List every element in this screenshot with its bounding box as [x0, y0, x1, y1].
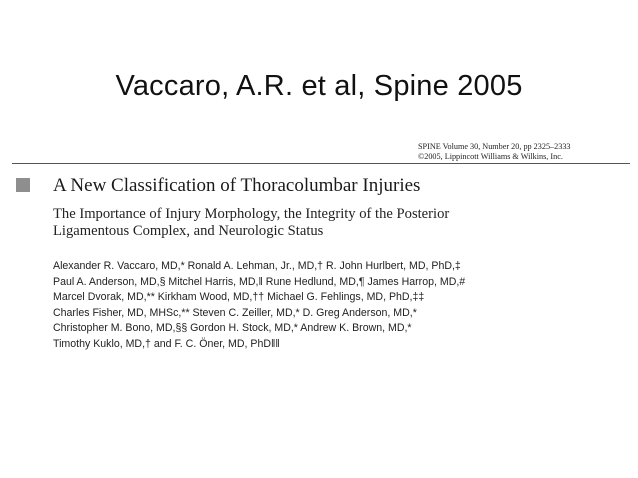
subtitle-line: The Importance of Injury Morphology, the Integrity of the Posterior	[53, 206, 450, 222]
article-title: A New Classification of Thoracolumbar Injuries	[53, 175, 421, 196]
subtitle-line: Ligamentous Complex, and Neurologic Status	[53, 223, 324, 239]
author-line: Charles Fisher, MD, MHSc,** Steven C. Zeiller, MD,* D. Greg Anderson, MD,*	[53, 306, 417, 319]
journal-volume-line: SPINE Volume 30, Number 20, pp 2325–2333	[418, 142, 571, 151]
author-line: Alexander R. Vaccaro, MD,* Ronald A. Lehman, Jr., MD,† R. John Hurlbert, MD, PhD,‡	[53, 260, 461, 272]
article-subtitle	[53, 206, 449, 240]
author-line: Christopher M. Bono, MD,§§ Gordon H. Stock, MD,* Andrew K. Brown, MD,*	[53, 322, 412, 335]
slide-title: Vaccaro, A.R. et al, Spine 2005	[115, 70, 523, 102]
author-line: Timothy Kuklo, MD,† and F. C. Öner, MD, PhD‖‖	[53, 337, 280, 350]
section-marker-square	[16, 178, 30, 192]
journal-citation-header	[418, 142, 571, 162]
author-line: Paul A. Anderson, MD,§ Mitchel Harris, MD,‖ Rune Hedlund, MD,¶ James Harrop, MD,#	[53, 275, 466, 288]
journal-copyright-line: ©2005, Lippincott Williams & Wilkins, Inc.	[418, 152, 563, 161]
author-line: Marcel Dvorak, MD,** Kirkham Wood, MD,†† Michael G. Fehlings, MD, PhD,‡‡	[53, 291, 425, 304]
header-divider	[12, 163, 630, 164]
author-list	[53, 259, 465, 353]
